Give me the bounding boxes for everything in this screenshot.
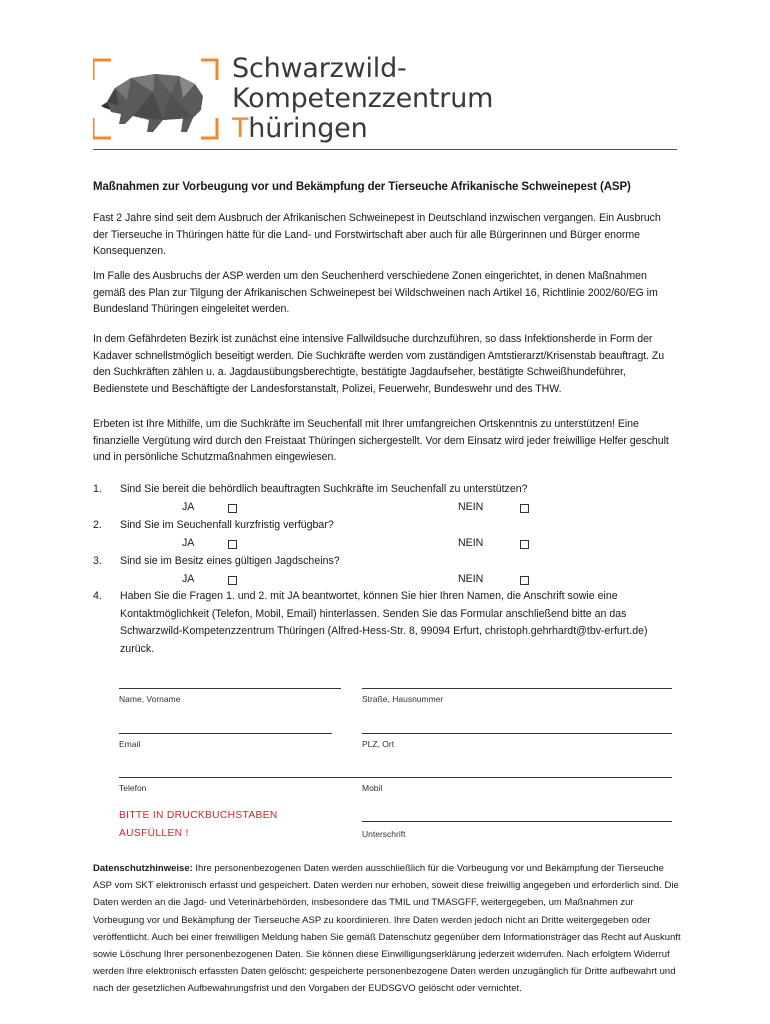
- question-2-no-checkbox[interactable]: [520, 540, 529, 549]
- email-field[interactable]: [119, 733, 332, 734]
- question-2-number: 2.: [93, 519, 102, 531]
- question-3-no-label: NEIN: [458, 573, 484, 585]
- logo-line-1: Schwarzwild-: [232, 53, 407, 84]
- header-divider: [93, 149, 677, 150]
- paragraph-zones: Im Falle des Ausbruchs der ASP werden um den Seuchenherd verschiedene Zonen eingerichtet, in denen Maßnahmen gemäß des Plan zur Tilgung der Afrikanischen Schweinepest bei Wildschweinen nach Artikel 16, Richtlinie 2002/60/EG im Bundesland Thüringen eingeleitet werden.: [93, 270, 658, 315]
- question-2-text: Sind Sie im Seuchenfall kurzfristig verfügbar?: [120, 519, 334, 531]
- paragraph-help: Erbeten ist Ihre Mithilfe, um die Suchkräfte im Seuchenfall mit Ihrer umfangreichen Ortskenntnis zu unterstützen! Eine finanzielle Vergütung wird durch den Freistaat Thüringen sichergestellt. Vor dem Einsatz wird jeder freiwillige Helfer geschult und in persönliche Schutzmaßnahmen eingewiesen.: [93, 418, 669, 463]
- boar-icon: [101, 74, 203, 132]
- question-3-number: 3.: [93, 555, 102, 567]
- question-1-no-label: NEIN: [458, 501, 484, 513]
- phone-mobile-field[interactable]: [119, 777, 672, 778]
- street-field-label: Straße, Hausnummer: [362, 694, 444, 704]
- question-1-yes-checkbox[interactable]: [228, 504, 237, 513]
- logo-line-2: Kompetenzzentrum: [232, 83, 494, 114]
- privacy-text: Ihre personenbezogenen Daten werden ausschließlich für die Vorbeugung vor und Bekämpfung der Tierseuche ASP vom SKT elektronisch erfasst und gespeichert. Daten werden nur erhoben, soweit diese freiwillig angegeben und erforderlich sind. Die Daten werden an die Jagd- und Veterinärbehörden, insbesondere das TMIL und TMASGFF, weitergegeben, um Maßnahmen zur Vorbeugung vor und Bekämpfung der Tierseuche ASP zu koordinieren. Ihre Daten werden jedoch nicht an Dritte weitergegeben oder veröffentlicht. Auch bei einer freiwilligen Meldung haben Sie gemäß Datenschutz gegenüber dem Informationsträger das Recht auf Auskunft sowie Löschung Ihrer personenbezogenen Daten. Sie können diese Einwilligungserklärung jederzeit widerrufen. Nach erfolgtem Widerruf werden Ihre elektronisch erfassten Daten gelöscht; gespeicherte personenbezogene Daten werden unzugänglich für Dritte aufbewahrt und nach der gesetzlichen Aufbewahrungsfrist und den Vorgaben der EUDSGVO gelöscht oder vernichtet.: [93, 863, 681, 995]
- print-notice-line-2: AUSFÜLLEN !: [119, 828, 189, 839]
- signature-field[interactable]: [362, 821, 672, 822]
- logo-line-3: Thüringen: [232, 113, 368, 144]
- question-3-yes-checkbox[interactable]: [228, 576, 237, 585]
- question-2-no-label: NEIN: [458, 537, 484, 549]
- question-1-number: 1.: [93, 483, 102, 495]
- print-notice-line-1: BITTE IN DRUCKBUCHSTABEN: [119, 810, 278, 821]
- question-3-no-checkbox[interactable]: [520, 576, 529, 585]
- question-4-text: Haben Sie die Fragen 1. und 2. mit JA beantwortet, können Sie hier Ihren Namen, die Anschrift sowie eine Kontaktmöglichkeit (Telefon, Mobil, Email) hinterlassen. Senden Sie das Formular anschließend bitte an das Schwarzwild-Kompetenzzentrum Thüringen (Alfred-Hess-Str. 8, 99094 Erfurt, christoph.gehrhardt@tbv-erfurt.de) zurück.: [120, 590, 648, 655]
- zip-city-field[interactable]: [362, 733, 672, 734]
- street-field[interactable]: [362, 688, 672, 689]
- question-1-no-checkbox[interactable]: [520, 504, 529, 513]
- privacy-heading: Datenschutzhinweise:: [93, 863, 193, 874]
- question-2-yes-label: JA: [182, 537, 195, 549]
- paragraph-search: In dem Gefährdeten Bezirk ist zunächst eine intensive Fallwildsuche durchzuführen, so dass Infektionsherde in Form der Kadaver schnellstmöglich beseitigt werden. Die Suchkräfte werden vom zuständigen Amtstierarzt/Krisenstab beauftragt. Zu den Suchkräften zählen u. a. Jagdausübungsberechtigte, bestätigte Jagdaufseher, bestätigte Schweißhundeführer, Bedienstete und Beschäftigte der Landesforstanstalt, Polizei, Feuerwehr, Bundeswehr und des THW.: [93, 333, 665, 395]
- page-title: Maßnahmen zur Vorbeugung vor und Bekämpfung der Tierseuche Afrikanische Schweinepest (ASP): [93, 181, 631, 193]
- signature-field-label: Unterschrift: [362, 829, 406, 839]
- question-3-text: Sind sie im Besitz eines gültigen Jagdscheins?: [120, 555, 340, 567]
- privacy-notice: [93, 860, 681, 998]
- logo-wordmark: [232, 54, 493, 144]
- question-4-number: 4.: [93, 590, 102, 602]
- question-1-text: Sind Sie bereit die behördlich beauftragten Suchkräfte im Seuchenfall zu unterstützen?: [120, 483, 528, 495]
- question-2-yes-checkbox[interactable]: [228, 540, 237, 549]
- mobile-field-label: Mobil: [362, 783, 383, 793]
- paragraph-intro: Fast 2 Jahre sind seit dem Ausbruch der Afrikanischen Schweinepest in Deutschland inzwischen vergangen. Ein Ausbruch der Tierseuche in Thüringen hätte für die Land- und Forstwirtschaft aber auch für alle Bürgerinnen und Bürger enorme Konsequenzen.: [93, 212, 661, 257]
- zip-city-field-label: PLZ, Ort: [362, 739, 395, 749]
- wild-boar-logo: [93, 58, 219, 140]
- email-field-label: Email: [119, 739, 141, 749]
- phone-field-label: Telefon: [119, 783, 147, 793]
- question-3-yes-label: JA: [182, 573, 195, 585]
- name-field-label: Name, Vorname: [119, 694, 181, 704]
- question-1-yes-label: JA: [182, 501, 195, 513]
- name-field[interactable]: [119, 688, 341, 689]
